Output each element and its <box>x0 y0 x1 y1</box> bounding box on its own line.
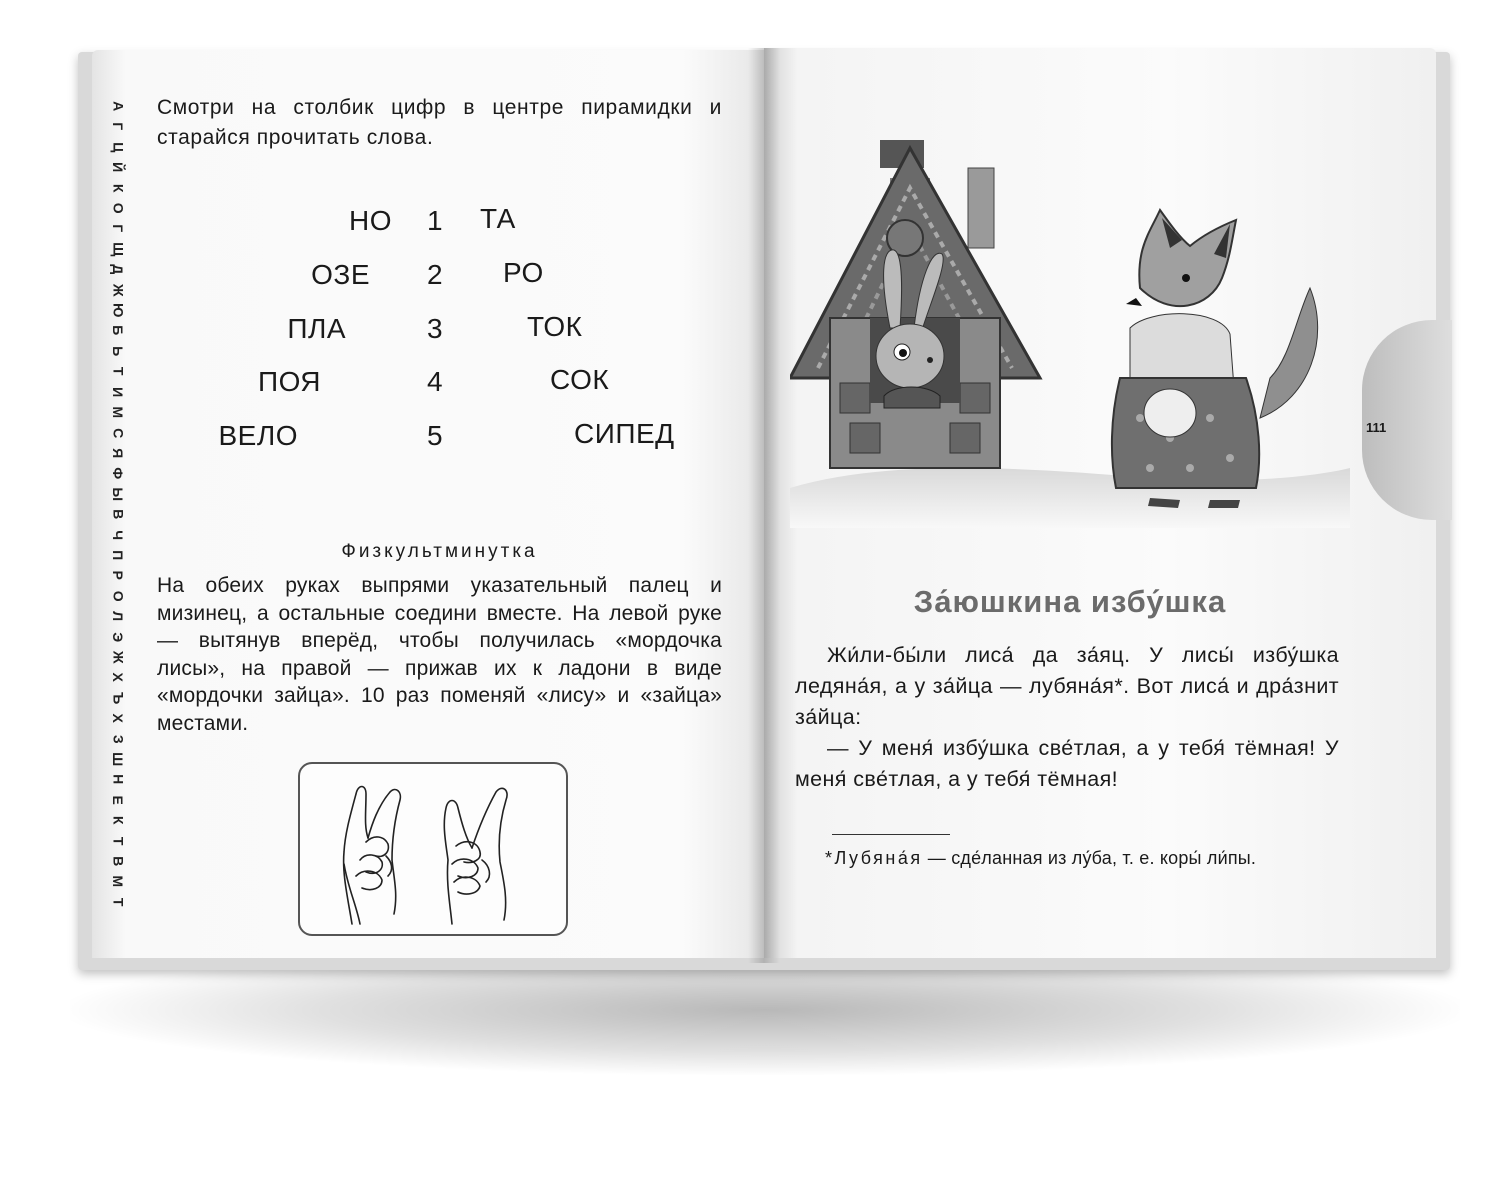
alphabet-letter: П <box>110 550 127 561</box>
pyramid-left-4: ПОЯ <box>257 366 321 397</box>
fairy-tale-illustration <box>790 128 1350 528</box>
alphabet-letter: Ю <box>110 303 127 318</box>
hand-gesture-illustration <box>300 764 566 934</box>
alphabet-letter: Ч <box>110 529 127 540</box>
alphabet-letter: Ы <box>110 487 127 501</box>
pyramid-left-2: ОЗЕ <box>311 259 370 290</box>
alphabet-letter: Я <box>110 448 127 459</box>
footnote-text: — сде́ланная из лу́ба, т. е. коры́ ли́пы. <box>922 848 1257 868</box>
alphabet-letter: Й <box>110 162 127 173</box>
alphabet-letter: Щ <box>110 241 127 257</box>
alphabet-letter: Ш <box>110 752 127 767</box>
alphabet-letter: Д <box>110 264 127 275</box>
story-paragraph-2: — У меня́ избу́шка све́тлая, а у тебя́ тёмная! У меня́ све́тлая, а у тебя́ тёмная! <box>795 736 1339 791</box>
alphabet-letter: С <box>110 427 127 438</box>
pyramid-left-3: ПЛА <box>287 313 346 344</box>
alphabet-letter: Л <box>110 611 127 622</box>
alphabet-letter: К <box>110 183 127 193</box>
alphabet-letter: И <box>110 386 127 397</box>
hare-and-fox-illustration <box>790 128 1350 528</box>
alphabet-letter: Г <box>110 224 127 233</box>
alphabet-letter: Т <box>110 836 127 846</box>
pyramid-left-1: НО <box>349 205 392 236</box>
pyramid-right-2: РО <box>503 257 544 288</box>
hands-illustration-frame <box>298 762 568 936</box>
alphabet-letter: Ь <box>110 346 127 357</box>
pyramid-number-3: 3 <box>427 313 444 344</box>
alphabet-letter: Х <box>110 713 127 724</box>
alphabet-letter: О <box>110 590 127 602</box>
alphabet-letter: Б <box>110 325 127 336</box>
alphabet-letter: Г <box>110 122 127 131</box>
pyramid-right-1: ТА <box>480 203 516 234</box>
footnote-term: *Лубяна́я <box>825 848 923 868</box>
alphabet-letter: Ж <box>110 283 127 297</box>
alphabet-letter: З <box>110 734 127 744</box>
footnote-rule <box>832 834 950 835</box>
pyramid-number-1: 1 <box>427 205 444 236</box>
pyramid-right-4: СОК <box>550 364 610 395</box>
alphabet-letter: Х <box>110 672 127 683</box>
alphabet-letter: Ц <box>110 141 127 153</box>
exercise-text: На обеих руках выпрями указательный палец и мизинец, а остальные соедини вместе. На левой руке — вытянув вперёд, чтобы получилась «мордочка лисы», на правой — прижав их к ладони в виде «мордочки зайца». 10 раз поменяй «лису» и «зайца» местами. <box>157 574 722 735</box>
alphabet-letter: Ф <box>110 467 127 480</box>
story-paragraph-1: Жи́ли-бы́ли лиса́ да за́яц. У лисы́ избу́шка ледяна́я, а у за́йца — лубяна́я*. Вот лиса́ и дра́знит за́йца: <box>795 643 1339 729</box>
alphabet-letter: Т <box>110 897 127 907</box>
alphabet-letter: М <box>110 406 127 419</box>
alphabet-letter: Ъ <box>110 691 127 705</box>
instruction-text: Смотри на столбик цифр в центре пирамидки и старайся прочитать слова. <box>157 96 722 149</box>
alphabet-letter: В <box>110 856 127 867</box>
pyramid-left-5: ВЕЛО <box>218 420 298 451</box>
alphabet-letter: Е <box>110 795 127 805</box>
pyramid-right-5: СИПЕД <box>574 418 675 449</box>
alphabet-letter: Н <box>110 774 127 785</box>
alphabet-letter: А <box>110 101 127 112</box>
alphabet-letter: Р <box>110 570 127 581</box>
exercise-title: Физкультминутка <box>341 541 538 562</box>
story-title: За́юшкина избу́шка <box>913 584 1227 619</box>
alphabet-letter: Э <box>110 631 127 642</box>
pyramid-number-2: 2 <box>427 259 444 290</box>
footnote <box>825 846 1340 871</box>
pyramid-right-3: ТОК <box>527 311 583 342</box>
fox-icon <box>1112 210 1318 508</box>
hut-icon <box>790 140 1040 468</box>
alphabet-letter: В <box>110 509 127 520</box>
alphabet-letter: Т <box>110 367 127 376</box>
alphabet-letter: К <box>110 816 127 825</box>
page-number: 111 <box>1366 420 1387 435</box>
story-text <box>795 640 1339 795</box>
alphabet-strip <box>108 96 128 912</box>
pyramid-number-5: 5 <box>427 420 444 451</box>
pyramid-number-4: 4 <box>427 366 444 397</box>
alphabet-letter: О <box>110 202 127 214</box>
book-spine <box>748 48 780 963</box>
alphabet-letter: Ж <box>110 650 127 664</box>
alphabet-letter: М <box>110 875 127 888</box>
